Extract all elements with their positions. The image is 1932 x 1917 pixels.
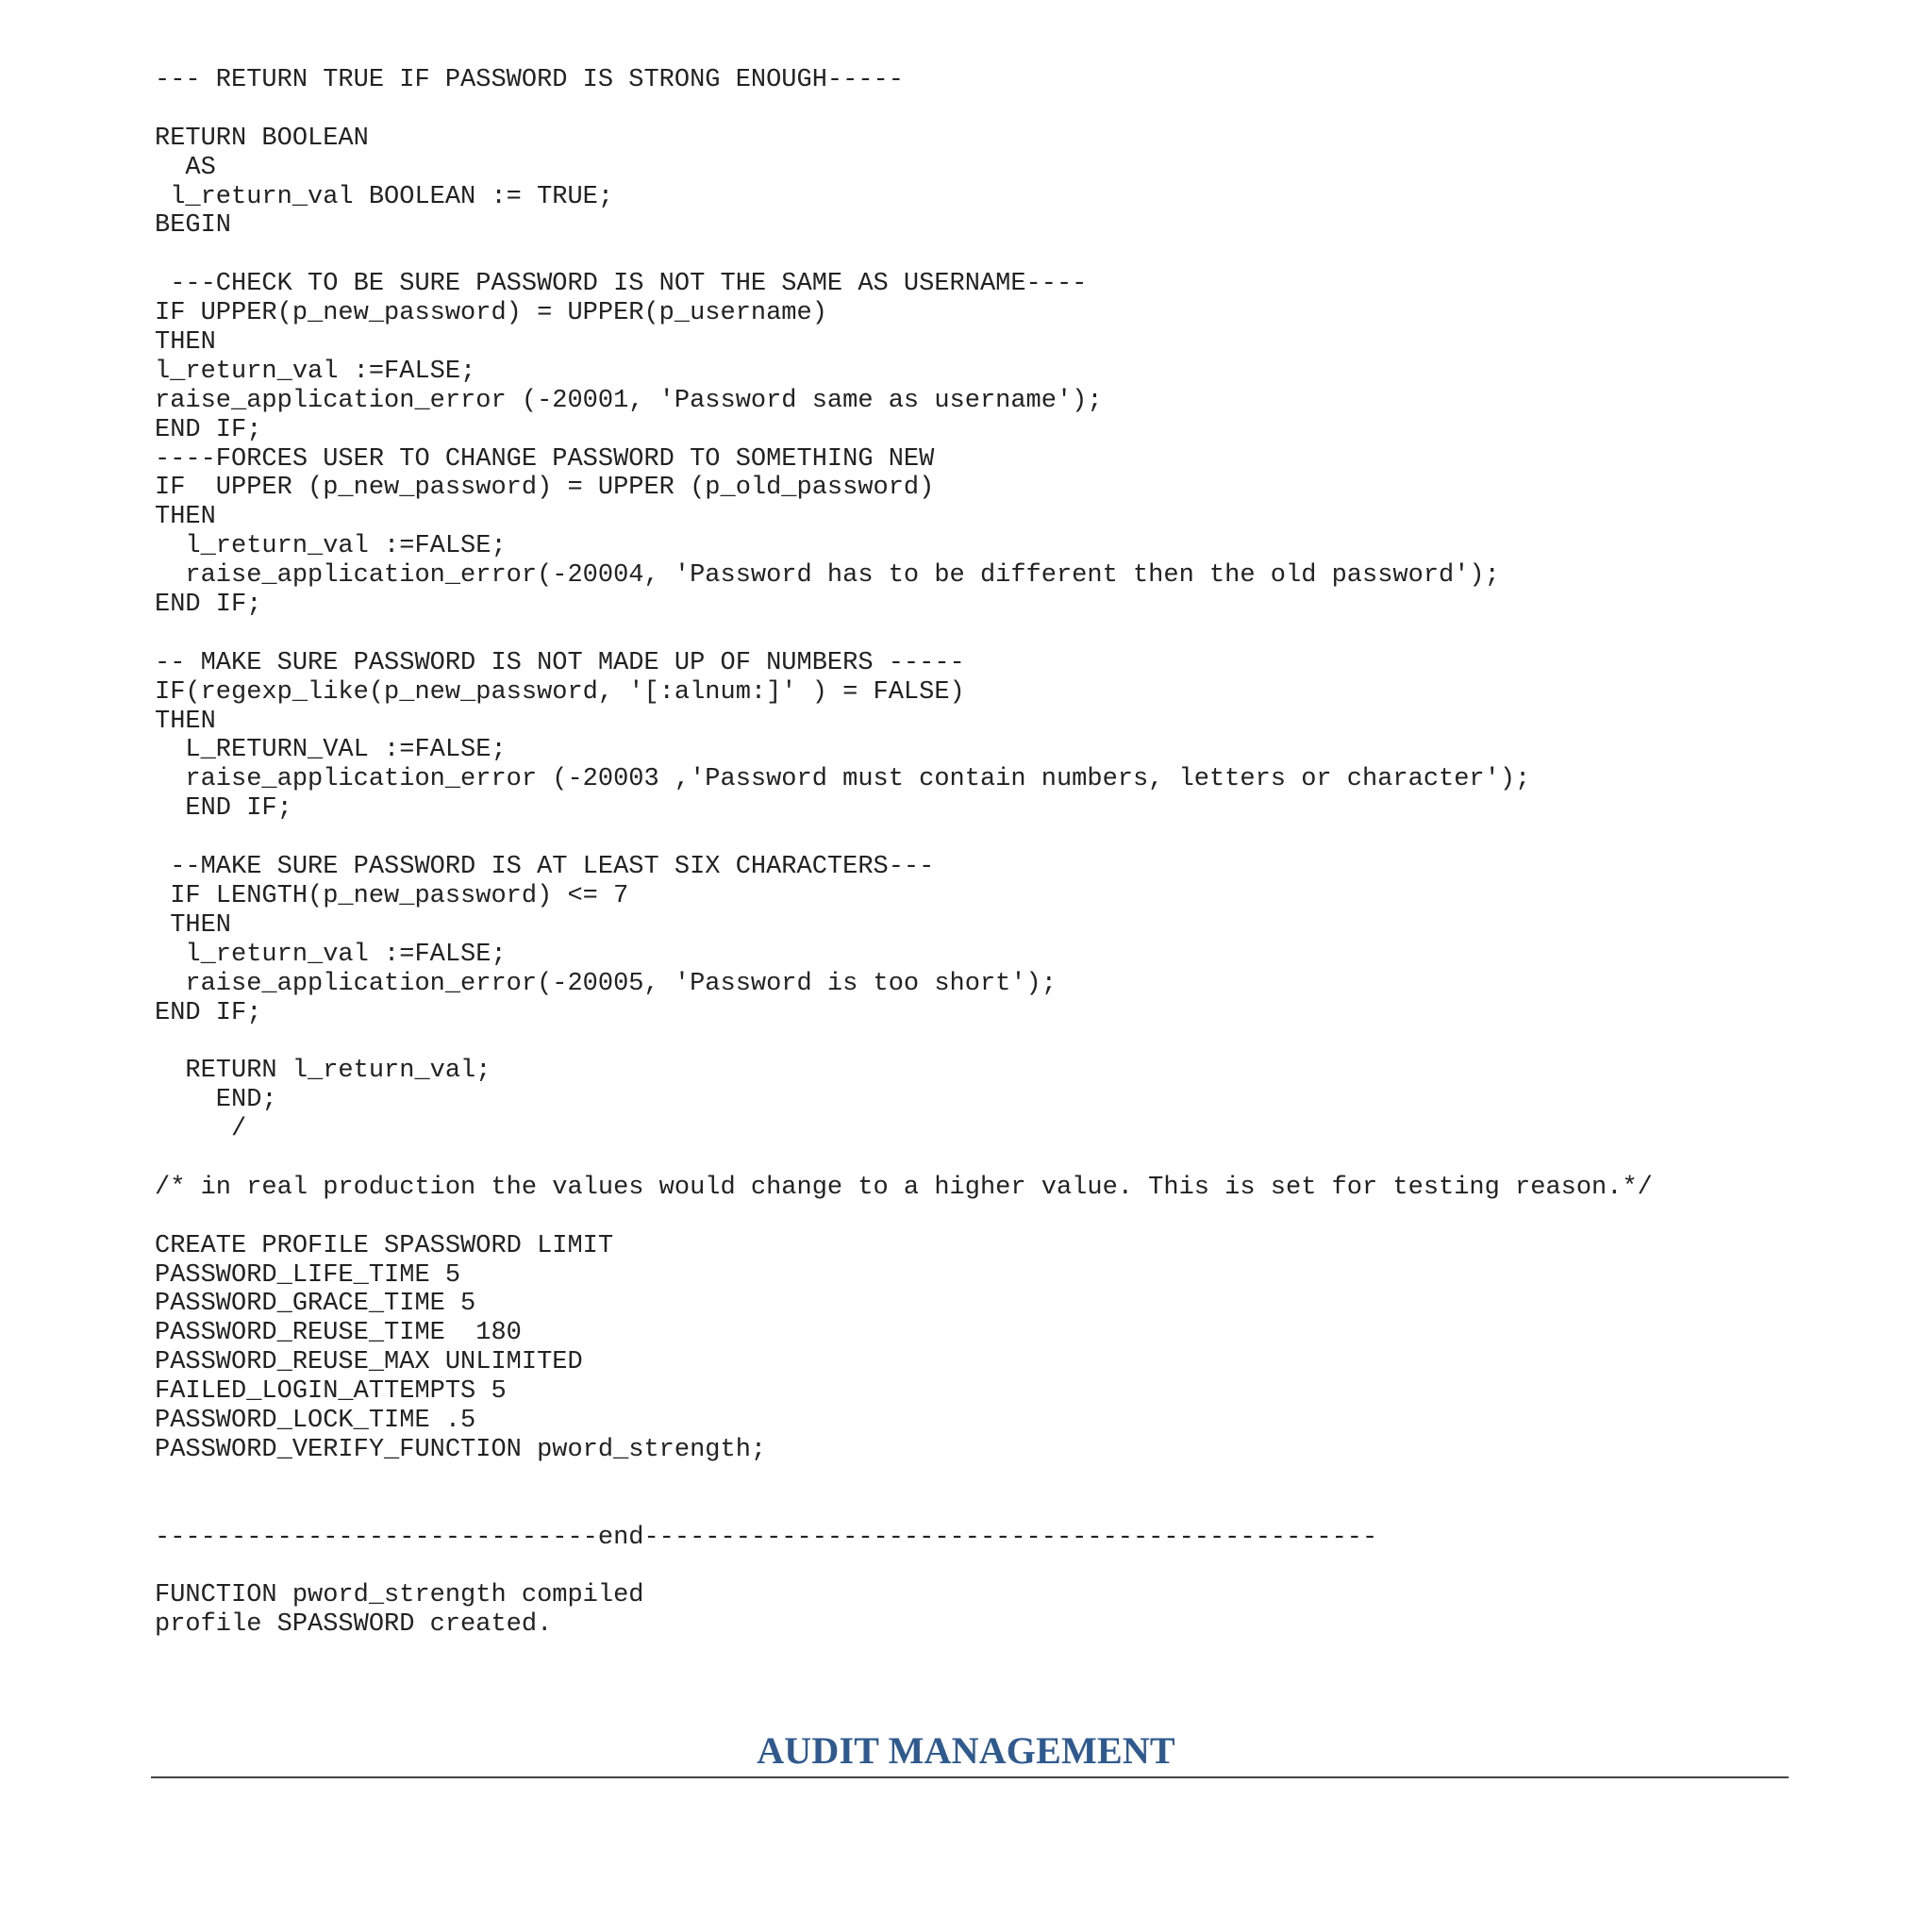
code-line: END IF; xyxy=(155,794,292,824)
code-line: PASSWORD_LIFE_TIME 5 xyxy=(155,1260,461,1290)
code-line: -- MAKE SURE PASSWORD IS NOT MADE UP OF NUMBERS ----- xyxy=(155,648,965,677)
code-line: CREATE PROFILE SPASSWORD LIMIT xyxy=(155,1231,614,1260)
code-line xyxy=(155,241,1653,270)
code-line: THEN xyxy=(155,328,216,358)
code-line: END IF; xyxy=(155,998,262,1027)
code-block xyxy=(155,66,1653,1640)
code-line: END IF; xyxy=(155,415,262,444)
code-line: THEN xyxy=(155,503,216,532)
code-line: AS xyxy=(155,153,216,182)
code-line: /* in real production the values would change to a higher value. This is set for testing reason.*/ xyxy=(155,1173,1653,1202)
code-line: -----------------------------end------------------------------------------------ xyxy=(155,1523,1378,1552)
heading-underline xyxy=(151,1776,1789,1778)
code-line xyxy=(155,1465,1653,1494)
code-line: l_return_val BOOLEAN := TRUE; xyxy=(155,182,614,211)
code-line: END IF; xyxy=(155,591,262,620)
code-line: ----FORCES USER TO CHANGE PASSWORD TO SOMETHING NEW xyxy=(155,444,935,474)
code-line xyxy=(155,620,1653,649)
code-line xyxy=(155,1494,1653,1524)
code-line xyxy=(155,1144,1653,1174)
code-line: --MAKE SURE PASSWORD IS AT LEAST SIX CHARACTERS--- xyxy=(155,853,935,882)
code-line: raise_application_error (-20001, 'Password same as username'); xyxy=(155,386,1103,415)
code-line: PASSWORD_LOCK_TIME .5 xyxy=(155,1406,476,1435)
code-line: IF(regexp_like(p_new_password, '[:alnum:]' ) = FALSE) xyxy=(155,677,965,707)
code-line: ---CHECK TO BE SURE PASSWORD IS NOT THE SAME AS USERNAME---- xyxy=(155,270,1088,299)
code-line xyxy=(155,95,1653,125)
code-line: THEN xyxy=(155,707,216,736)
code-line: --- RETURN TRUE IF PASSWORD IS STRONG ENOUGH----- xyxy=(155,66,904,94)
code-line xyxy=(155,1027,1653,1057)
code-line xyxy=(155,1203,1653,1232)
code-line: IF LENGTH(p_new_password) <= 7 xyxy=(155,881,629,910)
code-line xyxy=(155,1552,1653,1581)
code-line: BEGIN xyxy=(155,211,232,241)
section-heading: AUDIT MANAGEMENT xyxy=(757,1729,1175,1772)
code-line: raise_application_error (-20003 ,'Password must contain numbers, letters or character'); xyxy=(155,765,1531,794)
code-line: RETURN l_return_val; xyxy=(155,1057,491,1086)
code-line: l_return_val :=FALSE; xyxy=(155,532,507,561)
code-line: IF UPPER (p_new_password) = UPPER (p_old_password) xyxy=(155,474,935,503)
code-line: IF UPPER(p_new_password) = UPPER(p_username) xyxy=(155,299,827,328)
code-line: L_RETURN_VAL :=FALSE; xyxy=(155,736,507,765)
code-line: FAILED_LOGIN_ATTEMPTS 5 xyxy=(155,1377,507,1407)
code-line: / xyxy=(155,1115,247,1144)
code-line: l_return_val :=FALSE; xyxy=(155,357,476,386)
code-line: PASSWORD_REUSE_TIME 180 xyxy=(155,1319,522,1348)
code-line: RETURN BOOLEAN xyxy=(155,124,369,153)
code-line: PASSWORD_VERIFY_FUNCTION pword_strength; xyxy=(155,1435,767,1464)
code-line xyxy=(155,824,1653,853)
code-line: END; xyxy=(155,1086,277,1115)
code-line: profile SPASSWORD created. xyxy=(155,1610,553,1640)
code-line: PASSWORD_GRACE_TIME 5 xyxy=(155,1290,476,1319)
code-line: THEN xyxy=(155,910,232,940)
code-line: l_return_val :=FALSE; xyxy=(155,940,507,969)
code-line: PASSWORD_REUSE_MAX UNLIMITED xyxy=(155,1348,583,1377)
code-line: raise_application_error(-20004, 'Password has to be different then the old password'); xyxy=(155,561,1500,591)
code-line: FUNCTION pword_strength compiled xyxy=(155,1581,644,1610)
code-line: raise_application_error(-20005, 'Password is too short'); xyxy=(155,969,1057,998)
